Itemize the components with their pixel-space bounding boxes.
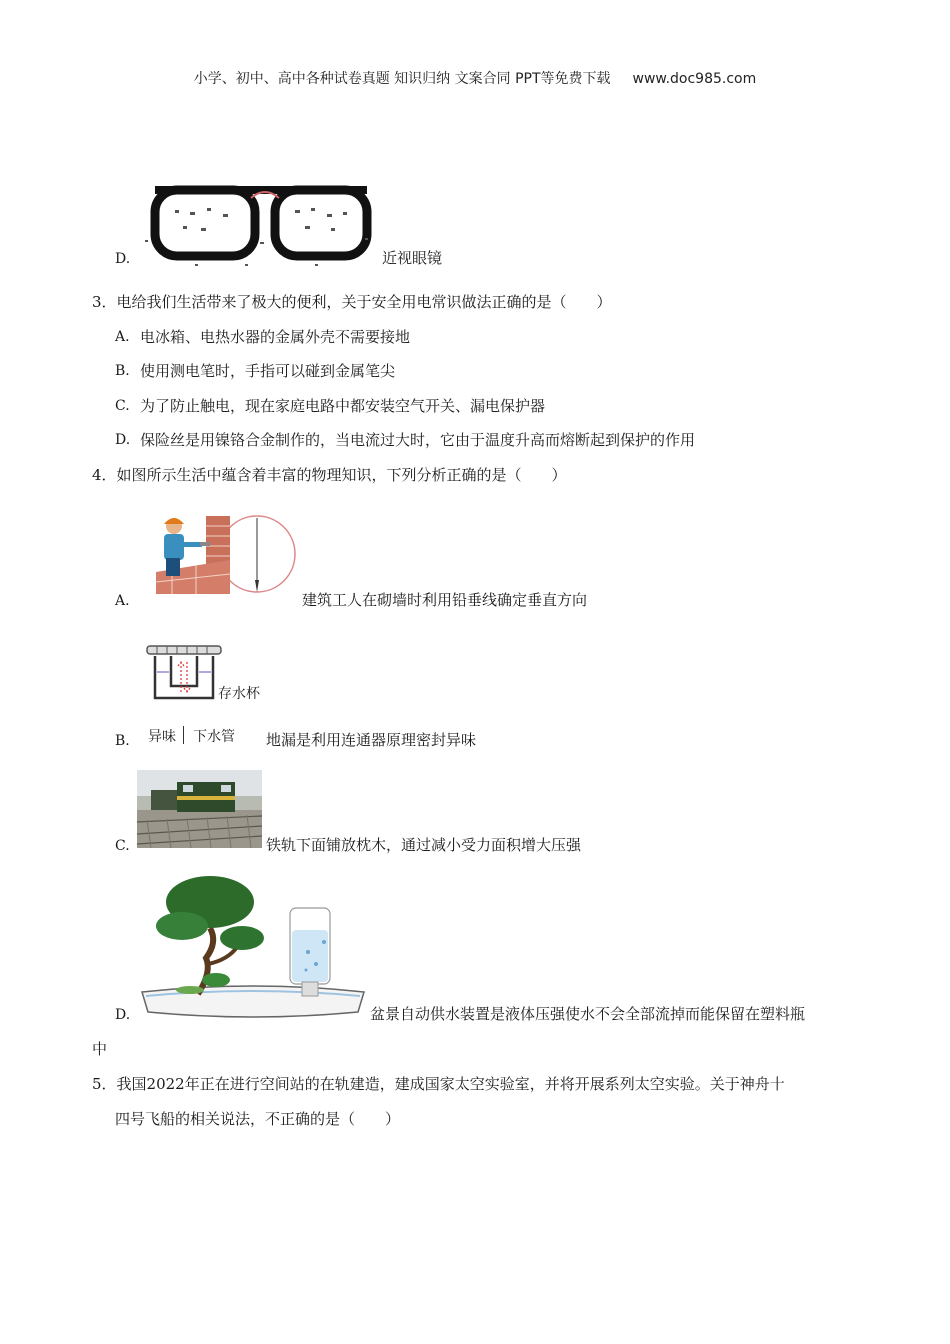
q4-option-a-letter: A.	[115, 593, 130, 609]
q4-option-b-letter: B.	[115, 733, 130, 749]
header-text: 小学、初中、高中各种试卷真题 知识归纳 文案合同 PPT等免费下载	[193, 71, 611, 87]
q3-option-c-letter: C.	[115, 398, 130, 414]
q4-option-c-letter: C.	[115, 838, 130, 854]
q3-option-d-letter: D.	[115, 432, 131, 448]
q2-option-d-text: 近视眼镜	[382, 249, 443, 267]
page-header	[0, 68, 950, 88]
q3-option-d-text: 保险丝是用镍铬合金制作的，当电流过大时，它由于温度升高而熔断起到保护的作用	[140, 431, 696, 449]
q2-option-d-letter: D.	[115, 251, 131, 267]
q3-option-c-text: 为了防止触电，现在家庭电路中都安装空气开关、漏电保护器	[140, 397, 546, 415]
q5-stem-line2: 四号飞船的相关说法，不正确的是（ ）	[115, 1110, 401, 1128]
label-cup: 存水杯	[218, 686, 260, 702]
q3-option-b-letter: B.	[115, 363, 130, 379]
q3-option-a-text: 电冰箱、电热水器的金属外壳不需要接地	[140, 328, 411, 346]
header-site: www.doc985.com	[632, 71, 757, 87]
label-divider	[183, 726, 184, 744]
q3-stem: 3．电给我们生活带来了极大的便利，关于安全用电常识做法正确的是（ ）	[92, 293, 612, 311]
q5-stem-line1: 5．我国2022年正在进行空间站的在轨建造，建成国家太空实验室，并将开展系列太空实验。关于神舟十	[92, 1075, 785, 1093]
q4-option-b-text: 地漏是利用连通器原理密封异味	[266, 731, 477, 749]
glasses-image	[135, 178, 375, 270]
q4-option-d-wrap: 中	[92, 1040, 108, 1058]
label-pipe: 下水管	[193, 729, 235, 745]
bonsai-waterer-image	[138, 872, 368, 1022]
q4-option-a-text: 建筑工人在砌墙时利用铅垂线确定垂直方向	[302, 591, 588, 609]
q4-stem: 4．如图所示生活中蕴含着丰富的物理知识，下列分析正确的是（ ）	[92, 466, 567, 484]
q4-option-c-text: 铁轨下面铺放枕木，通过减小受力面积增大压强	[266, 836, 582, 854]
q4-option-d-text: 盆景自动供水装置是液体压强使水不会全部流掉而能保留在塑料瓶	[370, 1005, 806, 1023]
floor-drain-diagram	[145, 642, 223, 704]
railway-photo	[137, 770, 262, 848]
q4-option-d-letter: D.	[115, 1007, 131, 1023]
bricklayer-image	[152, 512, 296, 598]
label-smell: 异味	[148, 729, 176, 745]
q3-option-a-letter: A.	[115, 329, 130, 345]
q3-option-b-text: 使用测电笔时，手指可以碰到金属笔尖	[140, 362, 396, 380]
